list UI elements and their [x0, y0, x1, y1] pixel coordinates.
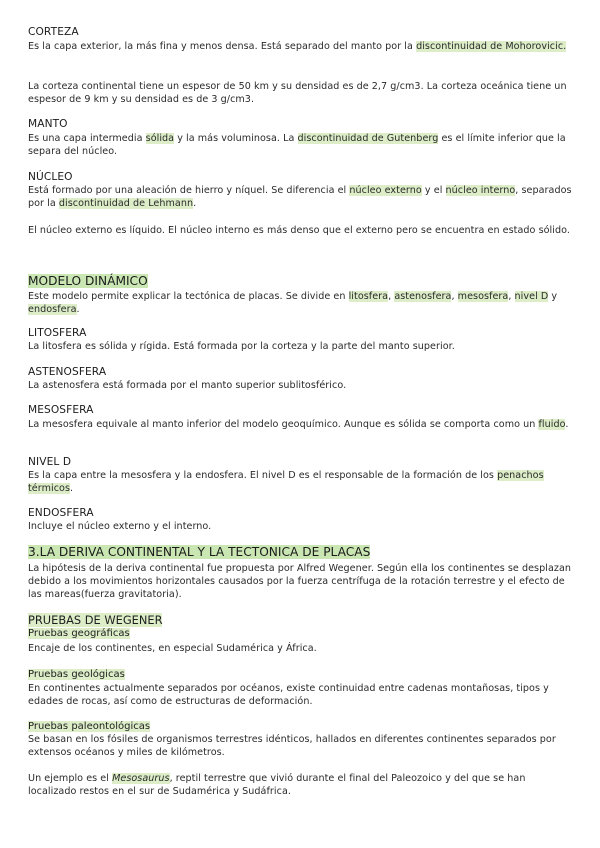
paragraph-nucleo-2: El núcleo externo es líquido. El núcleo interno es más denso que el externo pero se encuentra en estado sólido.	[28, 225, 570, 236]
paragraph-mesosaurus: Un ejemplo es el Mesosaurus, reptil terrestre que vivió durante el final del Paleozoico y del que se han localizado restos en el sur de Sudamérica y Sudáfrica.	[28, 773, 526, 797]
paragraph-nivel-d: Es la capa entre la mesosfera y la endosfera. El nivel D es el responsable de la formación de los penachos térmicos.	[28, 470, 544, 494]
heading-nivel-d: NIVEL D	[28, 456, 72, 468]
paragraph-pruebas-paleontologicas: Se basan en los fósiles de organismos terrestres idénticos, hallados en diferentes continentes separados por extensos océanos y miles de kilómetros.	[28, 734, 556, 758]
highlight-nucleo-interno: núcleo interno	[445, 185, 516, 196]
paragraph-deriva: La hipótesis de la deriva continental fue propuesta por Alfred Wegener. Según ella los continentes se desplazan debido a los movimientos horizontales causados por la fuerza centrífuga de la rotación terrestre y el efecto de las mareas(fuerza gravitatoria).	[28, 563, 572, 600]
paragraph-corteza-2: La corteza continental tiene un espesor de 50 km y su densidad es de 2,7 g/cm3. La corteza oceánica tiene un espesor de 9 km y su densidad es de 3 g/cm3.	[28, 81, 567, 105]
paragraph-mesosfera: La mesosfera equivale al manto inferior del modelo geoquímico. Aunque es sólida se comporta como un fluido.	[28, 419, 569, 430]
heading-litosfera: LITOSFERA	[28, 327, 87, 339]
paragraph-modelo: Este modelo permite explicar la tectónica de placas. Se divide en litosfera, astenosfera, mesosfera, nivel D y endosfera.	[28, 291, 558, 315]
highlight-mesosaurus: Mesosaurus	[112, 773, 170, 784]
highlight-litosfera: litosfera	[348, 291, 389, 302]
highlight-mesosfera: mesosfera	[457, 291, 509, 302]
paragraph-astenosfera: La astenosfera está formada por el manto superior sublitosférico.	[28, 380, 347, 391]
highlight-penachos: penachos térmicos	[28, 470, 544, 494]
heading-manto: MANTO	[28, 118, 68, 130]
heading-corteza: CORTEZA	[28, 26, 79, 38]
highlight-solida: sólida	[145, 133, 175, 144]
highlight-astenosfera: astenosfera	[394, 291, 452, 302]
heading-modelo-dinamico: MODELO DINÁMICO	[28, 274, 148, 288]
subheading-pruebas-geologicas: Pruebas geológicas	[28, 669, 125, 680]
heading-nucleo: NÚCLEO	[28, 171, 73, 183]
highlight-endosfera: endosfera	[28, 304, 77, 315]
paragraph-litosfera: La litosfera es sólida y rígida. Está formada por la corteza y la parte del manto superior.	[28, 341, 455, 352]
highlight-nucleo-externo: núcleo externo	[349, 185, 422, 196]
heading-astenosfera: ASTENOSFERA	[28, 366, 107, 378]
highlight-lehmann: discontinuidad de Lehmann	[58, 198, 194, 209]
heading-mesosfera: MESOSFERA	[28, 404, 94, 416]
subheading-pruebas-paleontologicas: Pruebas paleontológicas	[28, 721, 151, 732]
paragraph-nucleo-1: Está formado por una aleación de hierro y níquel. Se diferencia el núcleo externo y el núcleo interno, separados por la discontinuidad de Lehmann.	[28, 185, 572, 209]
heading-deriva-continental: 3.LA DERIVA CONTINENTAL Y LA TECTONICA DE PLACAS	[28, 545, 371, 559]
heading-pruebas-wegener: PRUEBAS DE WEGENER	[28, 613, 163, 627]
highlight-nivel-d: nivel D	[514, 291, 549, 302]
paragraph-manto: Es una capa intermedia sólida y la más voluminosa. La discontinuidad de Gutenberg es el límite inferior que la separa del núcleo.	[28, 133, 566, 157]
paragraph-corteza-1: Es la capa exterior, la más fina y menos densa. Está separado del manto por la discontinuidad de Mohorovicic.	[28, 41, 567, 52]
highlight-fluido: fluido	[538, 419, 566, 430]
subheading-pruebas-geograficas: Pruebas geográficas	[28, 628, 130, 639]
paragraph-pruebas-geologicas: En continentes actualmente separados por océanos, existe continuidad entre cadenas montañosas, tipos y edades de rocas, así como de estructuras de deformación.	[28, 683, 549, 707]
heading-endosfera: ENDOSFERA	[28, 507, 94, 519]
highlight-mohorovicic: discontinuidad de Mohorovicic.	[416, 41, 567, 52]
paragraph-endosfera: Incluye el núcleo externo y el interno.	[28, 521, 212, 532]
paragraph-pruebas-geograficas: Encaje de los continentes, en especial Sudamérica y África.	[28, 643, 317, 654]
highlight-gutenberg: discontinuidad de Gutenberg	[297, 133, 439, 144]
